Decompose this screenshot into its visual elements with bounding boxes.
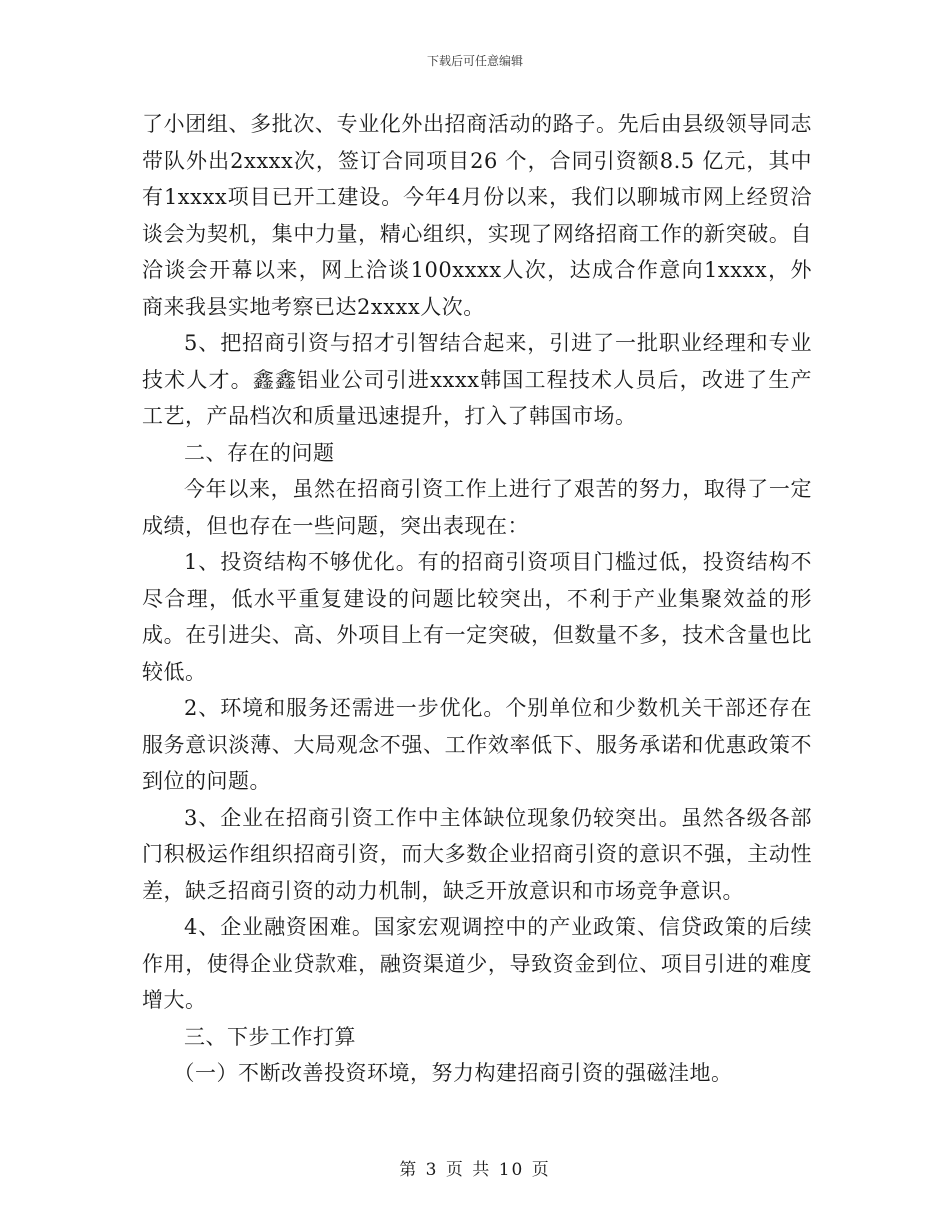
document-body (142, 106, 812, 1092)
paragraph-problems-intro: 今年以来，虽然在招商引资工作上进行了艰苦的努力，取得了一定成绩，但也存在一些问题，突出表现在： (142, 477, 812, 538)
paragraph-item-5: 5、把招商引资与招才引智结合起来，引进了一批职业经理和专业技术人才。鑫鑫铝业公司引进xxxx韩国工程技术人员后，改进了生产工艺，产品档次和质量迅速提升，打入了韩国市场。 (142, 331, 812, 428)
subheading-investment-environment: （一）不断改善投资环境，努力构建招商引资的强磁洼地。 (173, 1061, 733, 1085)
paragraph-continued: 了小团组、多批次、专业化外出招商活动的路子。先后由县级领导同志带队外出2xxxx次，签订合同项目26 个，合同引资额8.5 亿元，其中有1xxxx项目已开工建设。今年4月份以来，我们以聊城市网上经贸洽谈会为契机，集中力量，精心组织，实现了网络招商工作的新突破。自洽谈会开幕以来，网上洽谈100xxxx人次，达成合作意向1xxxx，外商来我县实地考察已达2xxxx人次。 (142, 112, 812, 319)
paragraph-problem-3: 3、企业在招商引资工作中主体缺位现象仍较突出。虽然各级各部门积极运作组织招商引资，而大多数企业招商引资的意识不强，主动性差，缺乏招商引资的动力机制，缺乏开放意识和市场竞争意识。 (142, 805, 812, 903)
paragraph-problem-4: 4、企业融资困难。国家宏观调控中的产业政策、信贷政策的后续作用，使得企业贷款难，融资渠道少，导致资金到位、项目引进的难度增大。 (142, 915, 812, 1012)
section-heading-next-steps: 三、下步工作打算 (184, 1024, 356, 1049)
paragraph-problem-2: 2、环境和服务还需进一步优化。个别单位和少数机关干部还存在服务意识淡薄、大局观念不强、工作效率低下、服务承诺和优惠政策不到位的问题。 (142, 696, 812, 793)
page-number: 第 3 页 共 10 页 (399, 1160, 551, 1180)
section-heading-problems: 二、存在的问题 (184, 440, 335, 465)
page-header: 下载后可任意编辑 (426, 54, 523, 68)
paragraph-problem-1: 1、投资结构不够优化。有的招商引资项目门槛过低，投资结构不尽合理，低水平重复建设的问题比较突出，不利于产业集聚效益的形成。在引进尖、高、外项目上有一定突破，但数量不多，技术含量也比较低。 (142, 550, 812, 684)
